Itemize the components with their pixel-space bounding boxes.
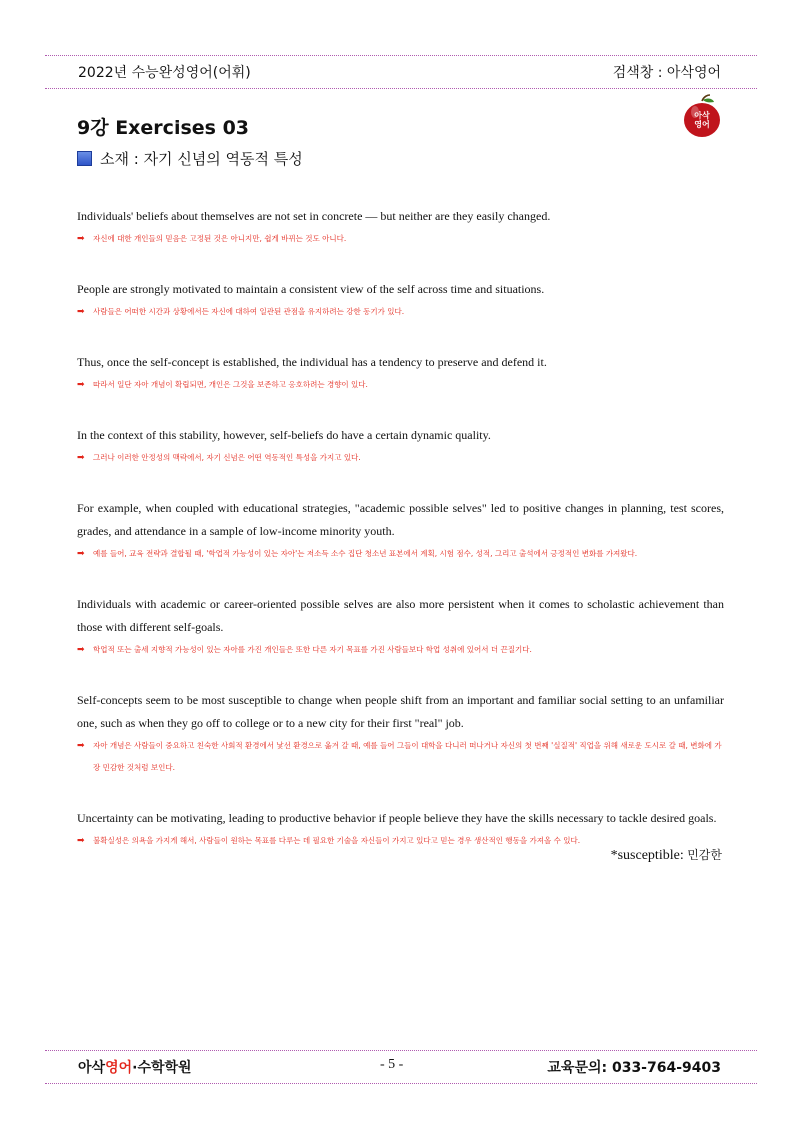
paragraph — [77, 424, 724, 469]
page-title: 9강 Exercises 03 — [77, 117, 250, 139]
header-book-title: 2022년 수능완성영어(어휘) — [78, 65, 251, 81]
arrow-icon: ➡ — [77, 549, 85, 559]
footer-divider — [45, 1050, 757, 1051]
exercise-body — [77, 205, 724, 880]
arrow-icon: ➡ — [77, 234, 85, 244]
topic-line — [77, 148, 303, 169]
paragraph — [77, 278, 724, 323]
blue-square-icon — [77, 151, 92, 166]
korean-translation: ➡ 예를 들어, 교육 전략과 결합될 때, '학업적 가능성이 있는 자아'는 저소득 소수 집단 청소년 표본에서 계획, 시험 점수, 성적, 그리고 출석에서 긍정적인 변화를 가져왔다. — [77, 543, 724, 565]
korean-translation: ➡ 불확실성은 의욕을 가지게 해서, 사람들이 원하는 목표를 다루는 데 필요한 기술을 자신들이 가지고 있다고 믿는 경우 생산적인 행동을 가져올 수 있다. — [77, 830, 724, 852]
arrow-icon: ➡ — [77, 307, 85, 317]
paragraph — [77, 351, 724, 396]
logo-text-bottom: 영어 — [694, 120, 710, 129]
header-search-hint: 검색창 : 아삭영어 — [612, 65, 721, 81]
english-sentence: For example, when coupled with educational strategies, "academic possible selves" led to positive changes in planning, test scores, grades, and attendance in a sample of low-income minority youth. — [77, 501, 724, 538]
english-sentence: Self-concepts seem to be most susceptible to change when people shift from an important and familiar social setting to an unfamiliar one, such as when they go off to college or to a new city for their first "real" job. — [77, 693, 724, 730]
footnote-meaning: 민감한 — [687, 848, 722, 862]
topic-text: 소재 : 자기 신념의 역동적 특성 — [100, 150, 303, 168]
apple-logo-icon — [682, 94, 722, 138]
english-sentence: In the context of this stability, however, self-beliefs do have a certain dynamic quality. — [77, 428, 491, 442]
korean-translation: ➡ 그러나 이러한 안정성의 맥락에서, 자기 신념은 어떤 역동적인 특성을 가지고 있다. — [77, 447, 724, 469]
arrow-icon: ➡ — [77, 836, 85, 846]
page-footer — [45, 1057, 757, 1079]
header-divider — [45, 88, 757, 89]
korean-translation: ➡ 자아 개념은 사람들이 중요하고 친숙한 사회적 환경에서 낯선 환경으로 옮겨 갈 때, 예를 들어 그들이 대학을 다니러 떠나거나 자신의 첫 번째 '실질적' 직업을 위해 새로운 도시로 갈 때, 변화에 가장 민감한 것처럼 보인다. — [77, 735, 724, 779]
arrow-icon: ➡ — [77, 380, 85, 390]
arrow-icon: ➡ — [77, 453, 85, 463]
english-sentence: Individuals' beliefs about themselves are not set in concrete — but neither are they easily changed. — [77, 209, 551, 223]
paragraph — [77, 497, 724, 565]
paragraph — [77, 205, 724, 250]
korean-translation: ➡ 자신에 대한 개인들의 믿음은 고정된 것은 아니지만, 쉽게 바뀌는 것도 아니다. — [77, 228, 724, 250]
footnote-term: *susceptible: — [610, 848, 684, 863]
paragraph — [77, 689, 724, 779]
page-header — [45, 62, 757, 84]
english-sentence: Individuals with academic or career-oriented possible selves are also more persistent when it comes to scholastic achievement than those with different self-goals. — [77, 597, 724, 634]
english-sentence: People are strongly motivated to maintain a consistent view of the self across time and situations. — [77, 282, 545, 296]
vocabulary-footnote — [611, 846, 722, 864]
contact-info: 교육문의: 033-764-9403 — [547, 1060, 721, 1076]
bottom-divider — [45, 1083, 757, 1084]
arrow-icon: ➡ — [77, 645, 85, 655]
english-sentence: Uncertainty can be motivating, leading to productive behavior if people believe they have the skills necessary to tackle desired goals. — [77, 811, 717, 825]
top-divider — [45, 55, 757, 56]
korean-translation: ➡ 따라서 일단 자아 개념이 확립되면, 개인은 그것을 보존하고 옹호하려는 경향이 있다. — [77, 374, 724, 396]
korean-translation: ➡ 사람들은 어떠한 시간과 상황에서든 자신에 대하여 일관된 관점을 유지하려는 강한 동기가 있다. — [77, 301, 724, 323]
arrow-icon: ➡ — [77, 741, 85, 751]
page-number: - 5 - — [380, 1057, 404, 1072]
logo-text-top: 아삭 — [694, 111, 710, 120]
korean-translation: ➡ 학업적 또는 출세 지향적 가능성이 있는 자아를 가진 개인들은 또한 다른 자기 목표를 가진 사람들보다 학업 성취에 있어서 더 끈질기다. — [77, 639, 724, 661]
english-sentence: Thus, once the self-concept is established, the individual has a tendency to preserve and defend it. — [77, 355, 547, 369]
academy-name: 아삭영어·수학학원 — [78, 1060, 192, 1076]
paragraph — [77, 593, 724, 661]
